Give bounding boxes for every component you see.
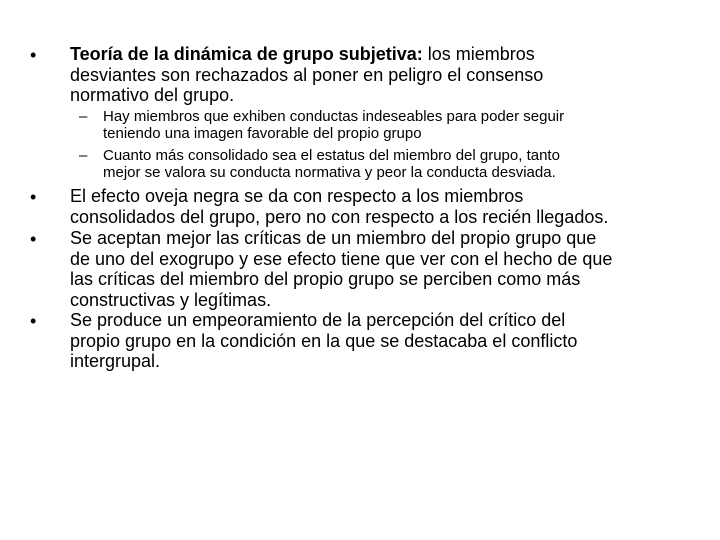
bullet-marker: • (30, 45, 37, 65)
subbullet-1-line-2: teniendo una imagen favorable del propio grupo (103, 125, 422, 142)
bullet-4-line-3: intergrupal. (70, 351, 161, 371)
bullet-marker: • (30, 311, 37, 331)
bullet-1-line-1 (70, 44, 680, 65)
bullet-1-line-1-rest: los miembros (422, 44, 535, 64)
bullet-1-line-2: desviantes son rechazados al poner en peligro el consenso (70, 64, 544, 85)
bullet-3-line-2: de uno del exogrupo y ese efecto tiene que ver con el hecho de que (70, 248, 613, 269)
bullet-4-line-1: Se produce un empeoramiento de la percepción del crítico del (70, 310, 566, 330)
bullet-3-line-1: Se aceptan mejor las críticas de un miembro del propio grupo que (70, 228, 597, 248)
subbullet-marker: – (79, 108, 88, 125)
subbullet-2-line-1: Cuanto más consolidado sea el estatus del miembro del grupo, tanto (103, 147, 560, 164)
bullet-1-line-3: normativo del grupo. (70, 85, 235, 105)
bullet-marker: • (30, 229, 37, 249)
subbullet-1-line-1: Hay miembros que exhiben conductas indeseables para poder seguir (103, 108, 565, 125)
bullet-2-text (70, 186, 680, 227)
subbullet-1-text (103, 108, 693, 142)
bullet-4-text (70, 310, 680, 372)
bullet-1-bold-lead: Teoría de la dinámica de grupo subjetiva: (70, 44, 423, 64)
bullet-3-line-4: constructivas y legítimas. (70, 289, 272, 310)
bullet-marker: • (30, 187, 37, 207)
subbullet-2-line-2: mejor se valora su conducta normativa y peor la conducta desviada. (103, 164, 556, 181)
bullet-1-text (70, 44, 680, 106)
bullet-4-line-2: propio grupo en la condición en la que se destacaba el conflicto (70, 330, 578, 351)
bullet-2-line-1: El efecto oveja negra se da con respecto a los miembros (70, 186, 524, 206)
bullet-2-line-2: consolidados del grupo, pero no con respecto a los recién llegados. (70, 206, 609, 227)
bullet-3-line-3: las críticas del miembro del propio grupo se perciben como más (70, 269, 581, 289)
subbullet-marker: – (79, 147, 88, 164)
subbullet-2-text (103, 147, 693, 181)
bullet-3-text (70, 228, 680, 310)
